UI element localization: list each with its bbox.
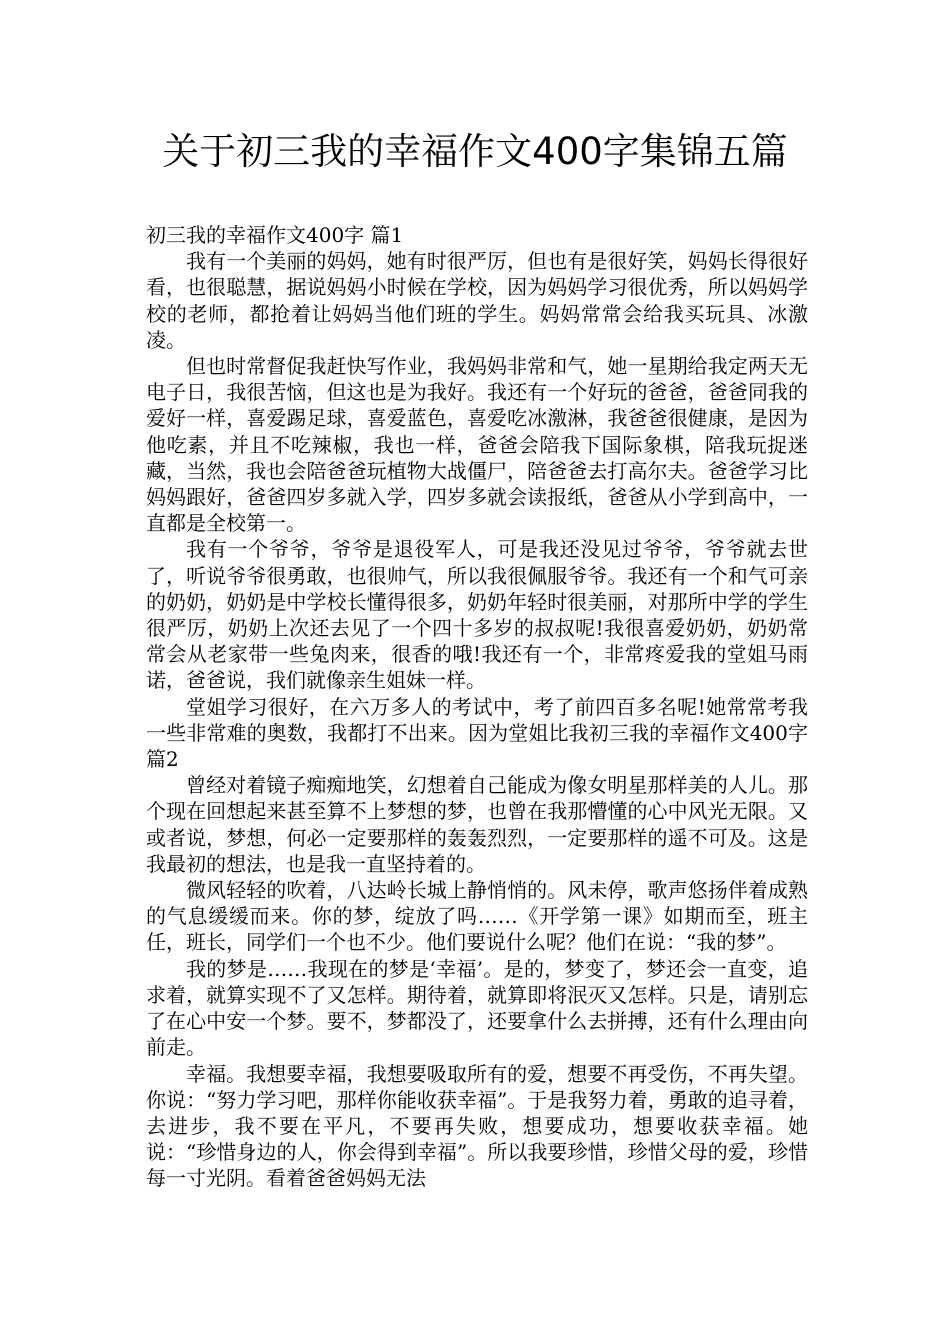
paragraph: 我有一个爷爷，爷爷是退役军人，可是我还没见过爷爷，爷爷就去世了，听说爷爷很勇敢，也很帅气，所以我很佩服爷爷。我还有一个和气可亲的奶奶，奶奶是中学校长懂得很多，奶奶年轻时很美丽，对那所中学的学生很严厉，奶奶上次还去见了一个四十多岁的叔叔呢!我很喜爱奶奶，奶奶常常会从老家带一些兔肉来，很香的哦!我还有一个，非常疼爱我的堂姐马雨诺，爸爸说，我们就像亲生姐妹一样。 [146,537,808,693]
paragraph: 但也时常督促我赶快写作业，我妈妈非常和气，她一星期给我定两天无电子日，我很苦恼，但这也是为我好。我还有一个好玩的爸爸，爸爸同我的爱好一样，喜爱踢足球，喜爱蓝色，喜爱吃冰激淋，我爸爸很健康，是因为他吃素，并且不吃辣椒，我也一样，爸爸会陪我下国际象棋，陪我玩捉迷藏，当然，我也会陪爸爸玩植物大战僵尸，陪爸爸去打高尔夫。爸爸学习比妈妈跟好，爸爸四岁多就入学，四岁多就会读报纸，爸爸从小学到高中，一直都是全校第一。 [146,354,808,536]
document-title: 关于初三我的幸福作文400字集锦五篇 [162,130,788,173]
paragraph: 微风轻轻的吹着，八达岭长城上静悄悄的。风未停，歌声悠扬伴着成熟的气息缓缓而来。你的梦，绽放了吗……《开学第一课》如期而至，班主任，班长，同学们一个也不少。他们要说什么呢？他们在说：“我的梦”。 [146,878,808,955]
paragraph: 我的梦是……我现在的梦是‘幸福’。是的，梦变了，梦还会一直变，追求着，就算实现不了又怎样。期待着，就算即将泯灭又怎样。只是，请别忘了在心中安一个梦。要不，梦都没了，还要拿什么去拼搏，还有什么理由向前走。 [146,956,808,1060]
paragraph: 堂姐学习很好，在六万多人的考试中，考了前四百多名呢!她常常考我一些非常难的奥数，我都打不出来。因为堂姐比我初三我的幸福作文400字 篇2 [146,694,808,772]
document-body [146,222,808,1192]
section-heading: 初三我的幸福作文400字 篇1 [146,223,404,247]
paragraph: 幸福。我想要幸福，我想要吸取所有的爱，想要不再受伤，不再失望。你说：“努力学习吧，那样你能收获幸福”。于是我努力着，勇敢的追寻着，去进步，我不要在平凡，不要再失败，想要成功，想要收获幸福。她说：“珍惜身边的人，你会得到幸福”。所以我要珍惜，珍惜父母的爱，珍惜每一寸光阴。看着爸爸妈妈无法 [146,1061,808,1191]
paragraph: 我有一个美丽的妈妈，她有时很严厉，但也有是很好笑，妈妈长得很好看，也很聪慧，据说妈妈小时候在学校，因为妈妈学习很优秀，所以妈妈学校的老师，都抢着让妈妈当他们班的学生。妈妈常常会给我买玩具、冰激凌。 [146,249,808,352]
paragraph: 曾经对着镜子痴痴地笑，幻想着自己能成为像女明星那样美的人儿。那个现在回想起来甚至算不上梦想的梦，也曾在我那懵懂的心中风光无限。又或者说，梦想，何必一定要那样的轰轰烈烈，一定要那样的遥不可及。这是我最初的想法，也是我一直坚持着的。 [146,773,808,876]
